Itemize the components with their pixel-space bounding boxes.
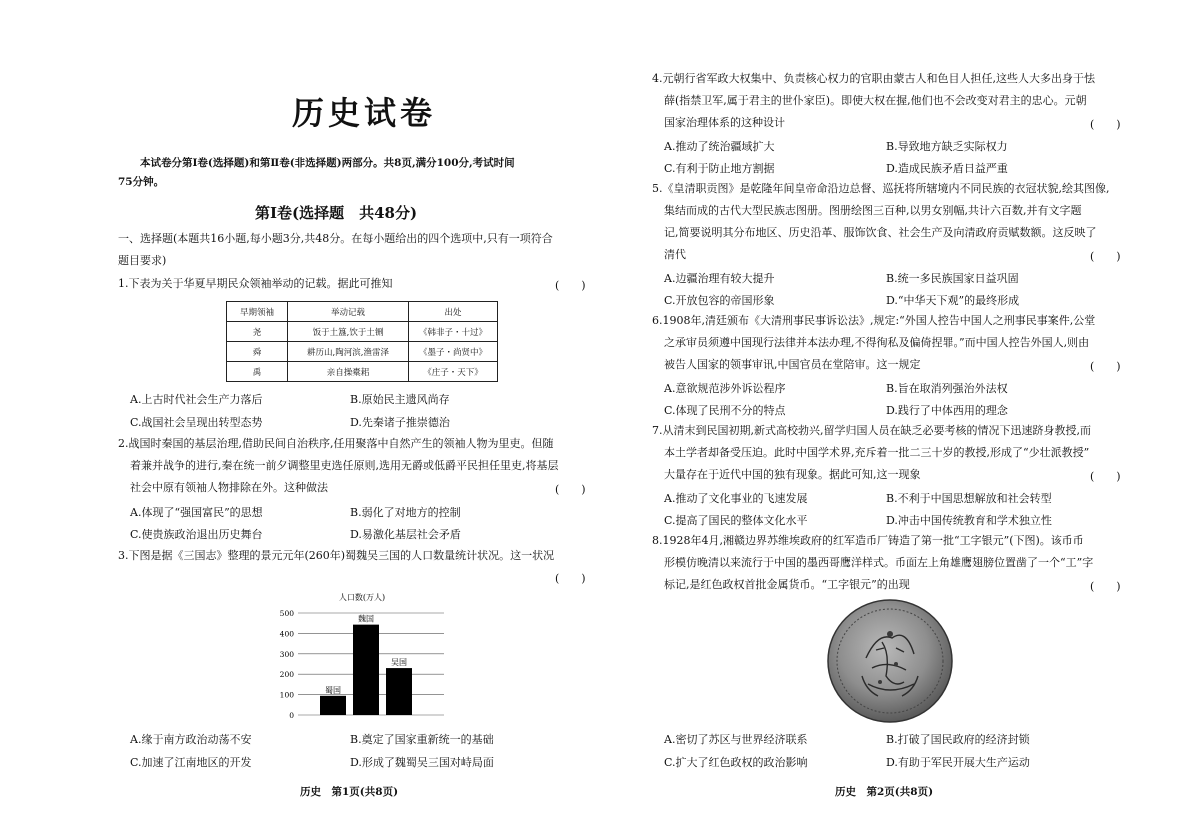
q7-stem-line-3: 大量存在于近代中国的独有现象。据此可知,这一现象 (664, 468, 921, 481)
q7-option-d: D.冲击中国传统教育和学术独立性 (886, 514, 1052, 527)
q7-stem-line-2: 本土学者却备受压迫。此时中国学术界,充斥着一批二三十岁的教授,形成了“少壮派教授” (664, 446, 1090, 459)
q7-option-a: A.推动了文化事业的飞速发展 (664, 492, 808, 505)
intro-line-2: 75分钟。 (118, 176, 165, 188)
q6-stem-line-2: 之承审员须遵中国现行法律并本法办理,不得徇私及偏倚捏罪。”而中国人控告外国人,则由 (664, 336, 1090, 349)
y-tick-label: 400 (279, 629, 294, 639)
q2-stem-line-2: 着兼并战争的进行,秦在统一前夕调整里吏选任原则,选用无爵或低爵平民担任里吏,将基层 (130, 459, 559, 472)
table-header-row (227, 302, 498, 322)
chart-title: 人口数(万人) (338, 593, 386, 602)
q4-stem-line-2: 薛(指禁卫军,属于君主的世仆家臣)。即使大权在握,他们也不会改变对君主的忠心。元朝 (664, 94, 1087, 107)
q5-option-a: A.边疆治理有较大提升 (664, 272, 775, 285)
q8-option-d: D.有助于军民开展大生产运动 (886, 756, 1030, 769)
q3-option-a: A.缘于南方政治动荡不安 (130, 733, 252, 746)
intro-line-1: 本试卷分第Ⅰ卷(选择题)和第Ⅱ卷(非选择题)两部分。共8页,满分100分,考试时间 (140, 157, 515, 169)
page-footer-left: 历史 第1页(共8页) (300, 786, 399, 798)
bar-category-label: 蜀国 (325, 685, 341, 695)
table-row (227, 362, 498, 382)
q6-stem-line-1: 6.1908年,清廷颁布《大清刑事民事诉讼法》,规定:“外国人控告中国人之刑事民事案件,公堂 (652, 314, 1096, 327)
q7-stem-line-1: 7.从清末到民国初期,新式高校勃兴,留学归国人员在缺乏必要考核的情况下迅速跻身教授,而 (652, 424, 1091, 437)
bar-category-label: 魏国 (358, 614, 374, 624)
q1-option-a: A.上古时代社会生产力落后 (130, 393, 263, 406)
q3-answer-paren: ( ) (555, 572, 586, 585)
y-tick-label: 100 (279, 690, 294, 700)
table-row (227, 322, 498, 342)
table-cell: 尧 (227, 322, 288, 342)
q2-stem-line-3: 社会中原有领袖人物排除在外。这种做法 (130, 481, 328, 494)
table-cell: 《庄子・天下》 (409, 362, 498, 382)
q6-option-b: B.旨在取消列强治外法权 (886, 382, 1008, 395)
q6-answer-paren: ( ) (1090, 360, 1121, 373)
y-tick-label: 0 (289, 711, 294, 720)
q5-stem-line-3: 记,简要说明其分布地区、历史沿革、服饰饮食、社会生产及向清政府贡赋数额。这反映了 (664, 226, 1097, 239)
q7-option-c: C.提高了国民的整体文化水平 (664, 514, 808, 527)
q5-option-c: C.开放包容的帝国形象 (664, 294, 775, 307)
q8-option-c: C.扩大了红色政权的政治影响 (664, 756, 808, 769)
q6-option-a: A.意欲规范涉外诉讼程序 (664, 382, 786, 395)
q1-answer-paren: ( ) (555, 279, 586, 292)
instructions-line-2: 题目要求) (118, 254, 167, 267)
q2-option-b: B.弱化了对地方的控制 (350, 506, 461, 519)
bar-1 (320, 696, 346, 715)
q6-option-c: C.体现了民刑不分的特点 (664, 404, 786, 417)
q4-stem-line-1: 4.元朝行省军政大权集中、负责核心权力的官职由蒙古人和色目人担任,这些人大多出身于怯 (652, 72, 1095, 85)
q4-option-d: D.造成民族矛盾日益严重 (886, 162, 1008, 175)
y-tick-label: 500 (279, 609, 294, 618)
exam-title: 历史试卷 (292, 94, 437, 132)
q2-stem-line-1: 2.战国时秦国的基层治理,借助民间自治秩序,任用聚落中自然产生的领袖人物为里吏。但随 (118, 437, 554, 450)
q4-option-a: A.推动了统治疆域扩大 (664, 140, 775, 153)
q4-answer-paren: ( ) (1090, 118, 1121, 131)
table-cell: 饭于土簋,饮于土铏 (288, 322, 409, 342)
q5-option-b: B.统一多民族国家日益巩固 (886, 272, 1019, 285)
table-cell: 《墨子・尚贤中》 (409, 342, 498, 362)
q2-option-a: A.体现了“强国富民”的思想 (130, 506, 263, 519)
q8-stem-line-2: 形模仿晚清以来流行于中国的墨西哥鹰洋样式。币面左上角雄鹰翅膀位置凿了一个“工”字 (664, 556, 1094, 569)
q3-stem: 3.下图是据《三国志》整理的景元元年(260年)蜀魏吴三国的人口数量统计状况。这一状况 (118, 549, 555, 562)
q3-population-chart (260, 585, 460, 725)
q4-option-b: B.导致地方缺乏实际权力 (886, 140, 1008, 153)
table-header-cell: 出处 (409, 302, 498, 322)
table-cell: 《韩非子・十过》 (409, 322, 498, 342)
bar-3 (386, 668, 412, 715)
table-cell: 耕历山,陶河滨,渔雷泽 (288, 342, 409, 362)
q8-option-a: A.密切了苏区与世界经济联系 (664, 733, 808, 746)
q2-option-d: D.易激化基层社会矛盾 (350, 528, 461, 541)
q1-option-b: B.原始民主遗风尚存 (350, 393, 450, 406)
q7-answer-paren: ( ) (1090, 470, 1121, 483)
q1-table (226, 301, 498, 382)
q2-option-c: C.使贵族政治退出历史舞台 (130, 528, 263, 541)
q5-stem-line-2: 集结而成的古代大型民族志图册。图册绘图三百种,以男女别幅,共计六百数,并有文字题 (664, 204, 1082, 217)
q5-stem-line-1: 5.《皇清职贡图》是乾隆年间皇帝命沿边总督、巡抚将所辖境内不同民族的衣冠状貌,绘其图像, (652, 182, 1110, 195)
table-header-cell: 举动记载 (288, 302, 409, 322)
table-cell: 舜 (227, 342, 288, 362)
q5-stem-line-4: 清代 (664, 248, 686, 261)
q8-stem-line-1: 8.1928年4月,湘赣边界苏维埃政府的红军造币厂铸造了第一批“工字银元”(下图)。该币币 (652, 534, 1084, 547)
table-cell: 亲自操橐耜 (288, 362, 409, 382)
q8-option-b: B.打破了国民政府的经济封锁 (886, 733, 1030, 746)
table-cell: 禹 (227, 362, 288, 382)
q1-option-c: C.战国社会呈现出转型态势 (130, 416, 263, 429)
y-tick-label: 200 (279, 670, 294, 680)
instructions-line-1: 一、选择题(本题共16小题,每小题3分,共48分。在每小题给出的四个选项中,只有一项符合 (118, 232, 553, 245)
q8-stem-line-3: 标记,是红色政权首批金属货币。“工字银元”的出现 (664, 578, 910, 591)
table-row (227, 342, 498, 362)
q2-answer-paren: ( ) (555, 483, 586, 496)
table-header-cell: 早期领袖 (227, 302, 288, 322)
q4-stem-line-3: 国家治理体系的这种设计 (664, 116, 785, 129)
q1-stem: 1.下表为关于华夏早期民众领袖举动的记载。据此可推知 (118, 277, 393, 290)
silver-coin-image (826, 598, 954, 724)
bar-2 (353, 625, 379, 715)
section-title: 第Ⅰ卷(选择题 共48分) (255, 204, 418, 222)
q1-option-d: D.先秦诸子推崇德治 (350, 416, 450, 429)
q3-option-d: D.形成了魏蜀吴三国对峙局面 (350, 756, 494, 769)
q3-option-c: C.加速了江南地区的开发 (130, 756, 252, 769)
y-tick-label: 300 (279, 649, 294, 659)
q7-option-b: B.不利于中国思想解放和社会转型 (886, 492, 1052, 505)
q3-option-b: B.奠定了国家重新统一的基础 (350, 733, 494, 746)
q6-option-d: D.践行了中体西用的理念 (886, 404, 1008, 417)
q5-option-d: D.“中华天下观”的最终形成 (886, 294, 1020, 307)
q4-option-c: C.有利于防止地方割据 (664, 162, 775, 175)
q6-stem-line-3: 被告人国家的领事审讯,中国官员在堂陪审。这一规定 (664, 358, 921, 371)
q5-answer-paren: ( ) (1090, 250, 1121, 263)
page-footer-right: 历史 第2页(共8页) (835, 786, 934, 798)
bar-category-label: 吴国 (391, 658, 407, 668)
q8-answer-paren: ( ) (1090, 580, 1121, 593)
